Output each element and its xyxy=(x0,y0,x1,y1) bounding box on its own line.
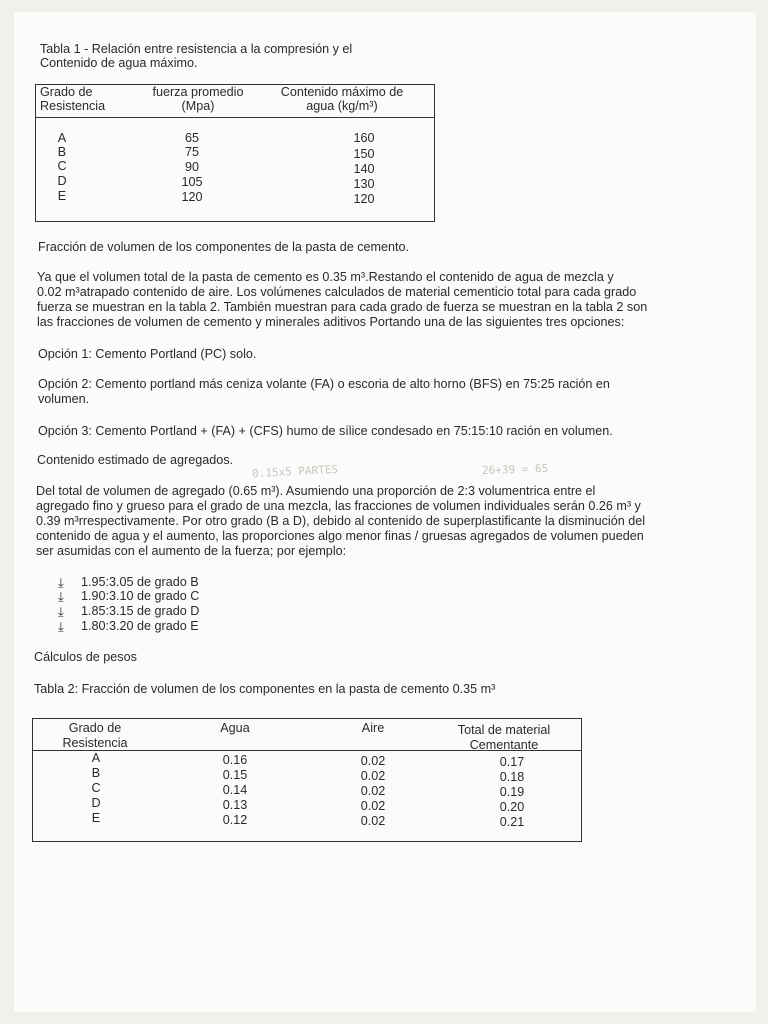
table2-agua: 0.13 xyxy=(222,798,248,812)
paragraph1-line: 0.02 m³atrapado contenido de aire. Los volúmenes calculados de material cementicio total para cada grado xyxy=(37,285,637,299)
table1-header-divider xyxy=(35,117,434,118)
table2-header-resistencia: Resistencia xyxy=(62,736,128,750)
table1-grado: A xyxy=(57,131,67,145)
table2-total: 0.20 xyxy=(499,800,525,814)
paragraph1-line: las fracciones de volumen de cemento y minerales aditivos Portando una de las siguientes tres opciones: xyxy=(37,315,625,329)
table1-fuerza: 120 xyxy=(181,190,203,204)
table2-agua: 0.14 xyxy=(222,783,248,797)
table2-header-aire: Aire xyxy=(361,721,385,735)
table1-agua: 120 xyxy=(353,192,375,206)
table1-header-fuerza: fuerza promedio xyxy=(152,85,244,99)
table2-header-cementante: Cementante xyxy=(469,738,539,752)
table2-total: 0.18 xyxy=(499,770,525,784)
table1-header-resistencia: Resistencia xyxy=(40,99,106,113)
option2-line: volumen. xyxy=(38,392,90,406)
table2-aire: 0.02 xyxy=(360,769,386,783)
table2-aire: 0.02 xyxy=(360,754,386,768)
table2-caption: Tabla 2: Fracción de volumen de los componentes en la pasta de cemento 0.35 m³ xyxy=(34,682,496,696)
table2-total: 0.19 xyxy=(499,785,525,799)
table2-grado: A xyxy=(91,751,101,765)
table1-grado: E xyxy=(57,189,67,203)
table1-grado: C xyxy=(57,159,67,173)
table1-grado: D xyxy=(57,174,67,188)
bullet-text: 1.90:3.10 de grado C xyxy=(81,589,200,603)
arrow-down-bullet-icon: ⤓ xyxy=(58,619,64,634)
paragraph2-line: Del total de volumen de agregado (0.65 m³). Asumiendo una proporción de 2:3 volumentrica entre el xyxy=(36,484,596,498)
section1-heading: Fracción de volumen de los componentes de la pasta de cemento. xyxy=(38,240,410,254)
table1-header-grado: Grado de xyxy=(40,85,93,99)
table2-grado: C xyxy=(91,781,101,795)
table1-fuerza: 65 xyxy=(184,131,199,145)
table2-aire: 0.02 xyxy=(360,814,386,828)
bullet-text: 1.80:3.20 de grado E xyxy=(81,619,199,633)
option2-line: Opción 2: Cemento portland más ceniza volante (FA) o escoria de alto horno (BFS) en 75:25 ración en xyxy=(38,377,610,391)
table2-total: 0.17 xyxy=(499,755,525,769)
section3-heading: Cálculos de pesos xyxy=(34,650,137,664)
table2-grado: D xyxy=(91,796,101,810)
table2-header-grado: Grado de xyxy=(68,721,122,735)
table1-grado: B xyxy=(57,145,67,159)
table2-grado: B xyxy=(91,766,101,780)
arrow-down-bullet-icon: ⤓ xyxy=(58,575,64,590)
paragraph2-line: 0.39 m³rrespectivamente. Por otro grado (B a D), debido al contenido de superplastificante la disminución del xyxy=(36,514,646,528)
table1-agua: 160 xyxy=(353,131,375,145)
table2-grado: E xyxy=(91,811,101,825)
paragraph2-line: agregado fino y grueso para el grado de una mezcla, las fracciones de volumen individuales serán 0.26 m³ y xyxy=(36,499,641,513)
table2-header-total: Total de material xyxy=(457,723,551,737)
paragraph2-line: contenido de agua y el aumento, las proporciones algo menor finas / gruesas agregados de volumen pueden xyxy=(36,529,644,543)
table1-header-contenido: Contenido máximo de xyxy=(280,85,404,99)
table1-fuerza: 105 xyxy=(181,175,203,189)
table2-total: 0.21 xyxy=(499,815,525,829)
option3-text: Opción 3: Cemento Portland + (FA) + (CFS) humo de sílice condesado en 75:15:10 ración en volumen. xyxy=(38,424,613,438)
table1-caption-line1: Tabla 1 - Relación entre resistencia a la compresión y el xyxy=(40,42,353,56)
table2-aire: 0.02 xyxy=(360,784,386,798)
table2-aire: 0.02 xyxy=(360,799,386,813)
table1-header-mpa: (Mpa) xyxy=(181,99,215,113)
handwritten-note: 0.15x5 PARTES xyxy=(251,462,339,481)
handwritten-note: 26+39 = 65 xyxy=(481,461,549,478)
table1-fuerza: 90 xyxy=(184,160,199,174)
option1-text: Opción 1: Cemento Portland (PC) solo. xyxy=(38,347,257,361)
paragraph1-line: fuerza se muestran en la tabla 2. También muestran para cada grado de fuerza se muestran en la tabla 2 son xyxy=(37,300,648,314)
table2-agua: 0.12 xyxy=(222,813,248,827)
table1-agua: 140 xyxy=(353,162,375,176)
arrow-down-bullet-icon: ⤓ xyxy=(58,604,64,619)
paragraph1-line: Ya que el volumen total de la pasta de cemento es 0.35 m³.Restando el contenido de agua de mezcla y xyxy=(37,270,614,284)
table2-agua: 0.16 xyxy=(222,753,248,767)
bullet-text: 1.95:3.05 de grado B xyxy=(81,575,199,589)
table2-agua: 0.15 xyxy=(222,768,248,782)
arrow-down-bullet-icon: ⤓ xyxy=(58,589,64,604)
table2-header-agua: Agua xyxy=(220,721,250,735)
table1-fuerza: 75 xyxy=(184,145,199,159)
table1-caption-line2: Contenido de agua máximo. xyxy=(40,56,198,70)
table1-agua: 130 xyxy=(353,177,375,191)
section2-heading: Contenido estimado de agregados. xyxy=(37,453,234,467)
paragraph2-line: ser asumidas con el aumento de la fuerza; por ejemplo: xyxy=(36,544,347,558)
table1-agua: 150 xyxy=(353,147,375,161)
table1-header-agua: agua (kg/m³) xyxy=(306,99,378,113)
bullet-text: 1.85:3.15 de grado D xyxy=(81,604,200,618)
